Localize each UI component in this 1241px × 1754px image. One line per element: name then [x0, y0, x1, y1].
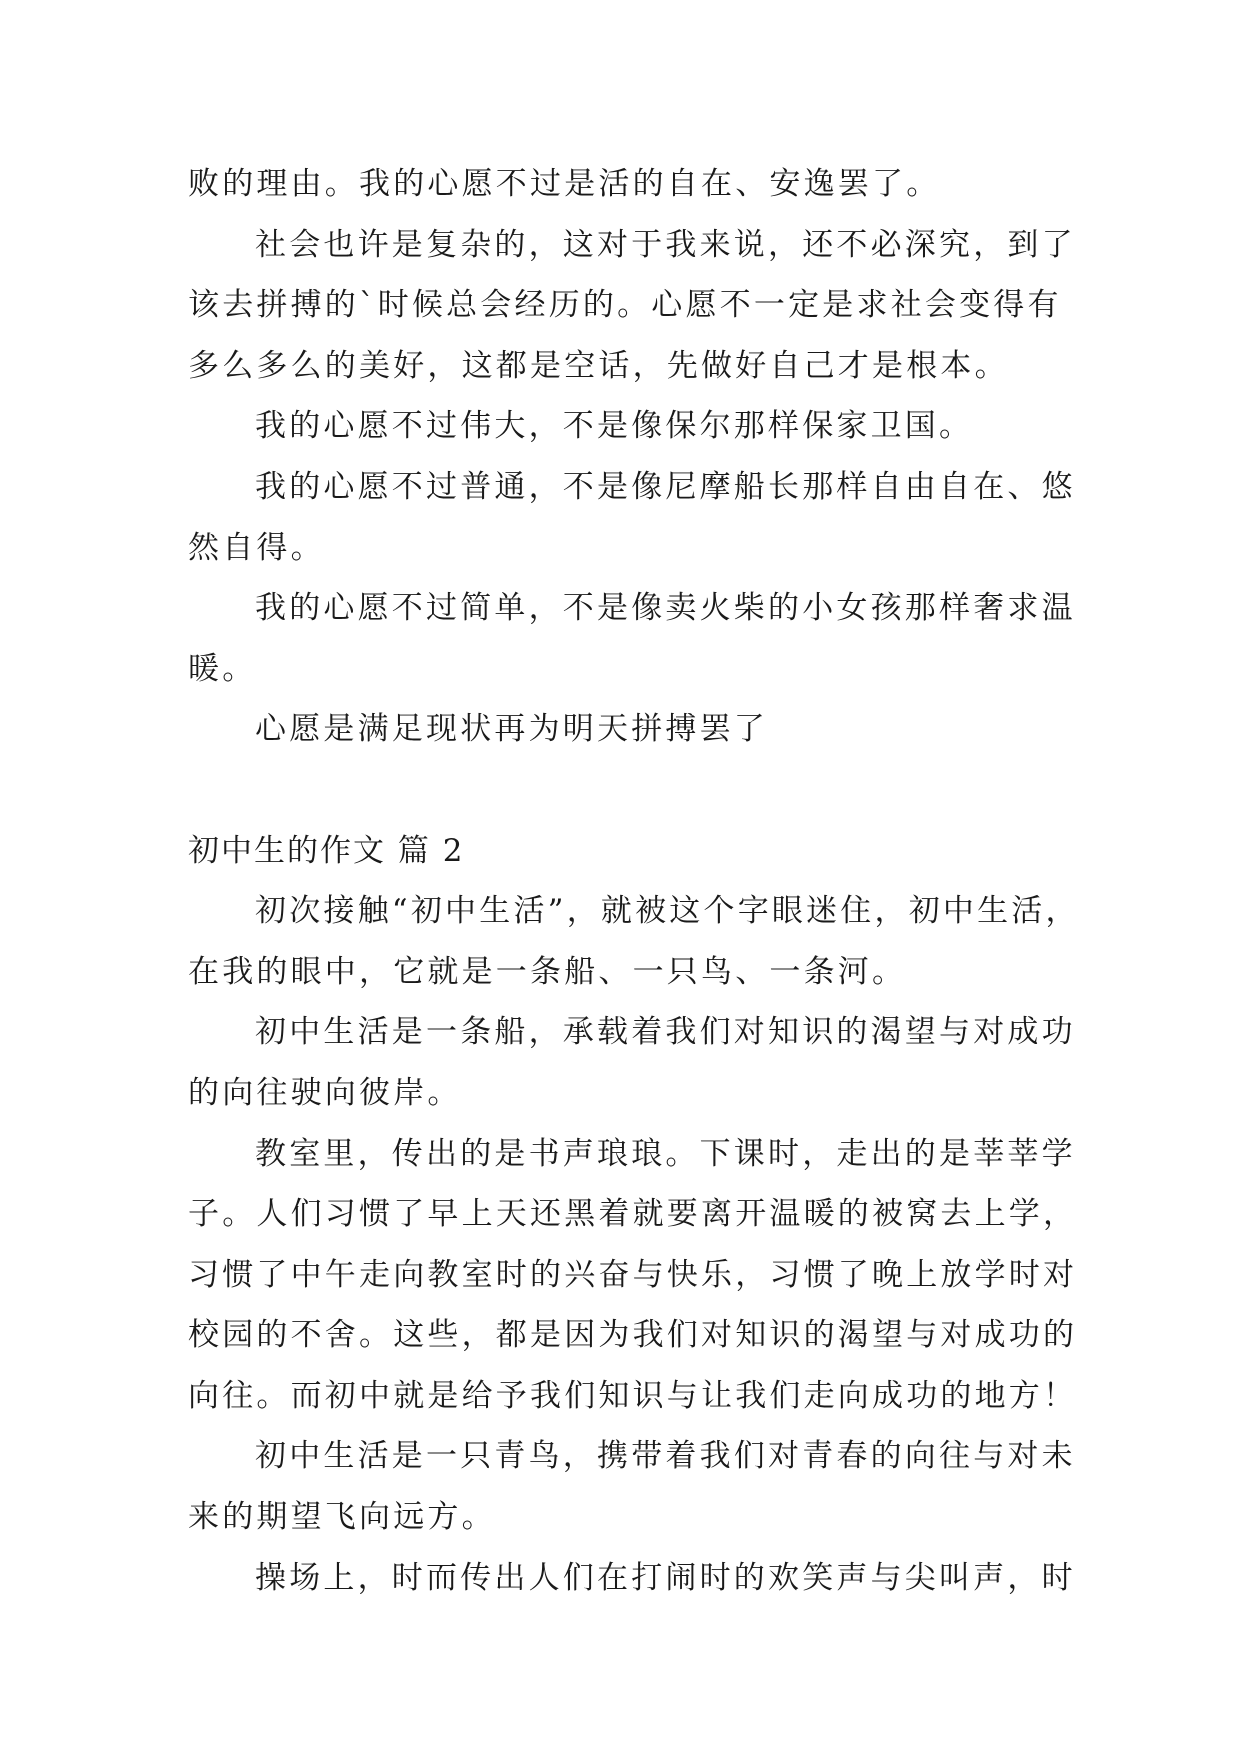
paragraph-line: 该去拼搏的`时候总会经历的。心愿不一定是求社会变得有 [188, 287, 1062, 324]
paragraph-line: 心愿是满足现状再为明天拼搏罢了 [255, 711, 768, 748]
paragraph-line: 教室里，传出的是书声琅琅。下课时，走出的是莘莘学 [255, 1135, 1076, 1172]
paragraph-line: 校园的不舍。这些，都是因为我们对知识的渴望与对成功的 [188, 1317, 1078, 1354]
paragraph-line: 暖。 [188, 650, 257, 687]
paragraph-line: 多么多么的美好，这都是空话，先做好自己才是根本。 [188, 347, 1009, 384]
paragraph-line: 社会也许是复杂的，这对于我来说，还不必深究，到了 [255, 226, 1076, 263]
paragraph-line: 初中生活是一只青鸟，携带着我们对青春的向往与对未 [255, 1438, 1076, 1475]
section-heading: 初中生的作文 篇 2 [188, 832, 465, 869]
paragraph-line: 我的心愿不过普通，不是像尼摩船长那样自由自在、悠 [255, 468, 1076, 505]
paragraph-line: 子。人们习惯了早上天还黑着就要离开温暖的被窝去上学， [188, 1196, 1078, 1233]
paragraph-line: 在我的眼中，它就是一条船、一只鸟、一条河。 [188, 953, 907, 990]
paragraph-line: 初中生活是一条船，承载着我们对知识的渴望与对成功 [255, 1014, 1076, 1051]
section-spacer [188, 760, 1068, 821]
paragraph-line: 我的心愿不过简单，不是像卖火柴的小女孩那样奢求温 [255, 590, 1076, 627]
paragraph-line: 初次接触“初中生活”，就被这个字眼迷住，初中生活， [255, 893, 1080, 930]
document-body [188, 154, 1080, 1608]
paragraph-line: 向往。而初中就是给予我们知识与让我们走向成功的地方！ [188, 1377, 1078, 1414]
paragraph-line: 操场上，时而传出人们在打闹时的欢笑声与尖叫声，时 [255, 1559, 1076, 1596]
paragraph-line: 我的心愿不过伟大，不是像保尔那样保家卫国。 [255, 408, 974, 445]
paragraph-line: 败的理由。我的心愿不过是活的自在、安逸罢了。 [188, 166, 941, 202]
paragraph-line: 习惯了中午走向教室时的兴奋与快乐，习惯了晚上放学时对 [188, 1256, 1078, 1293]
paragraph-line: 的向往驶向彼岸。 [188, 1074, 462, 1111]
paragraph-line: 来的期望飞向远方。 [188, 1499, 496, 1536]
paragraph-line: 然自得。 [188, 529, 325, 566]
